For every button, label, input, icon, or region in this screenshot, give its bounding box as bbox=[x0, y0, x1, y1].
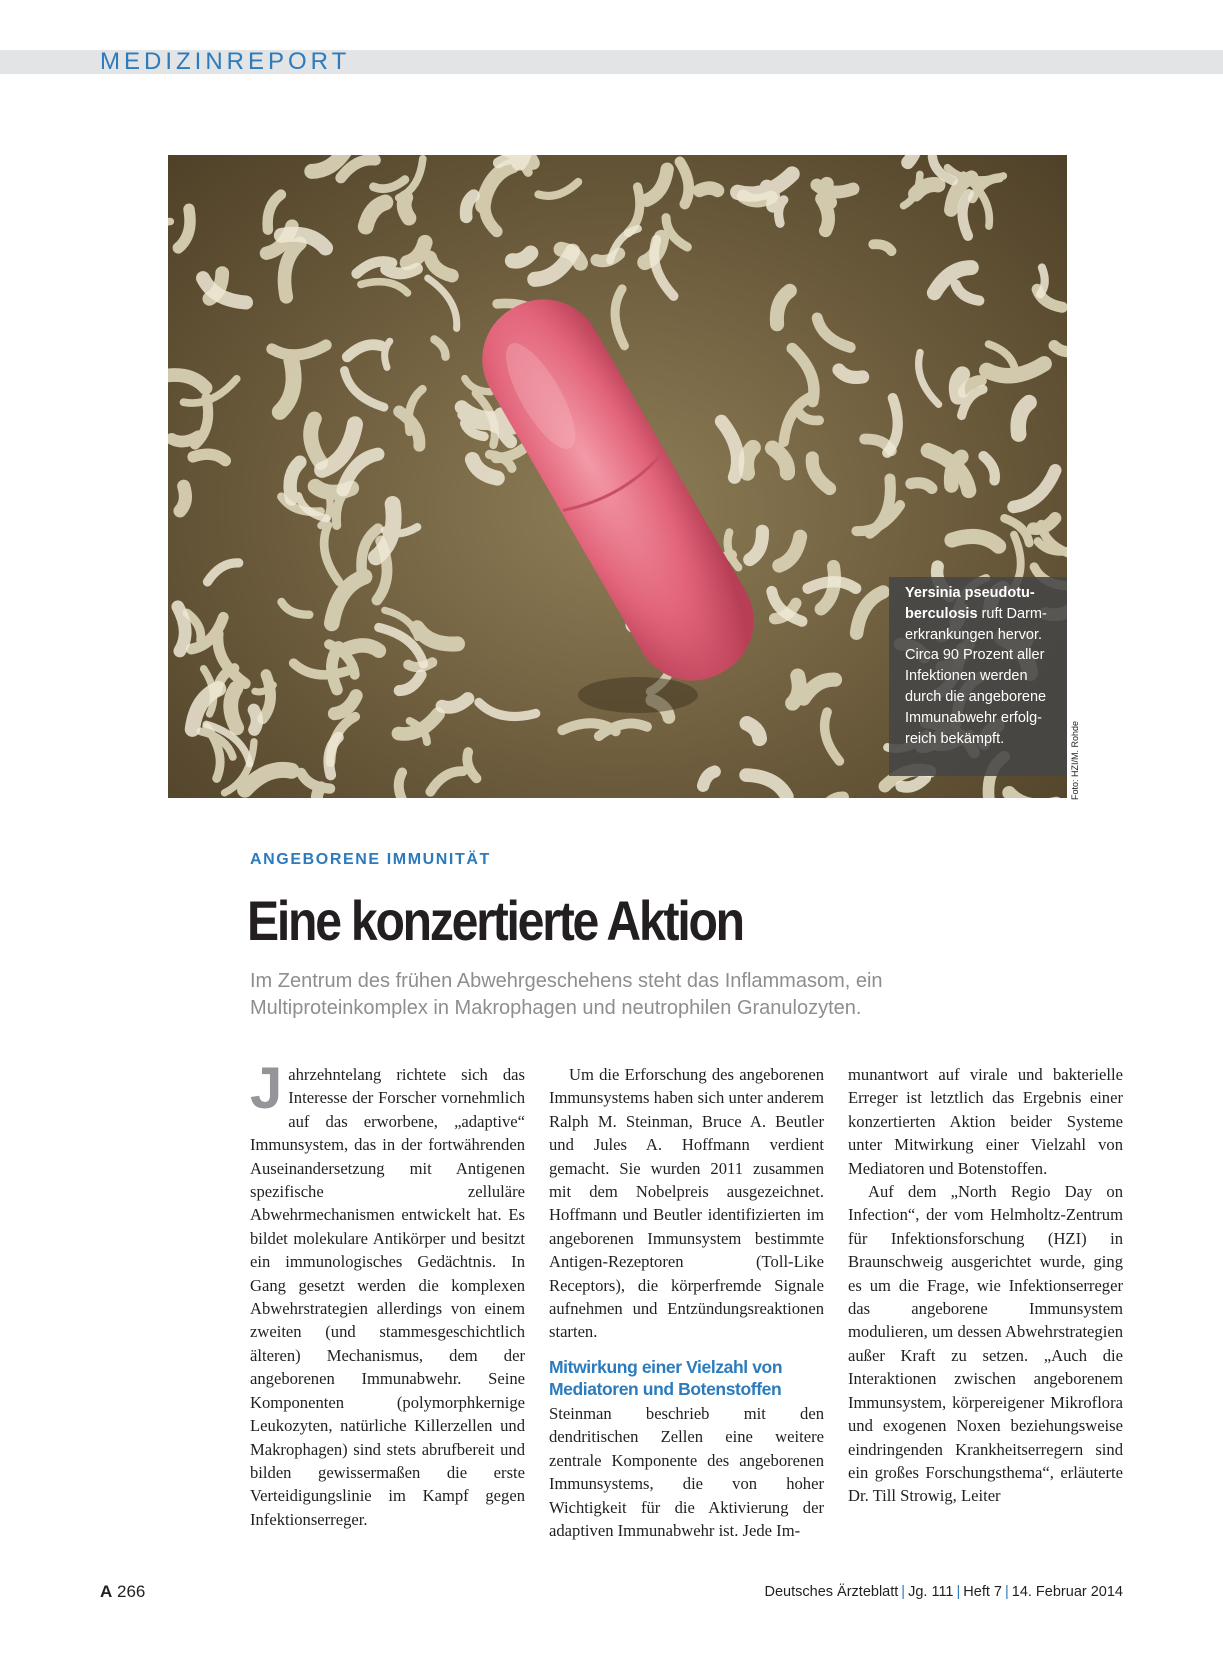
microvillus-shape bbox=[245, 770, 292, 790]
microvillus-shape bbox=[857, 592, 884, 633]
microvillus-shape bbox=[361, 282, 408, 293]
microvillus-shape bbox=[404, 198, 409, 219]
caption-bold-line: berculosis bbox=[905, 605, 978, 622]
microvillus-shape bbox=[535, 251, 573, 279]
microvillus-shape bbox=[178, 607, 185, 651]
microvillus-shape bbox=[562, 723, 616, 731]
microvillus-shape bbox=[311, 419, 321, 463]
separator: | bbox=[956, 1584, 961, 1600]
microvillus-shape bbox=[208, 563, 239, 582]
microvillus-shape bbox=[374, 180, 405, 189]
figure-caption bbox=[889, 577, 1067, 776]
journal-date: 14. Februar 2014 bbox=[1011, 1584, 1123, 1600]
microvillus-shape bbox=[793, 676, 800, 703]
microvillus-shape bbox=[430, 771, 462, 792]
journal-name: Deutsches Ärzteblatt bbox=[764, 1584, 899, 1600]
microvillus-shape bbox=[168, 222, 170, 250]
microvillus-shape bbox=[839, 370, 863, 378]
microvillus-shape bbox=[703, 772, 715, 786]
article-subtitle: Im Zentrum des frühen Abwehrgeschehens steht das Inflammasom, ein Multiproteinkomplex in Makrophagen und neutrophilen Granulozyten. bbox=[250, 970, 883, 1019]
page-number bbox=[100, 1582, 145, 1602]
drop-cap: J bbox=[250, 1056, 283, 1121]
microvillus-shape bbox=[773, 448, 788, 473]
journal-info bbox=[765, 1584, 1124, 1600]
microvillus-shape bbox=[887, 398, 898, 453]
microvillus-shape bbox=[956, 285, 979, 301]
column-2-paragraph: Um die Erforschung des angeborenen Immunsystems haben sich unter anderem Ralph M. Steinman, Bruce A. Beutler und Jules A. Hoffmann verdient gemacht. Sie wurden 2011 zusammen mit dem Nobelpreis ausgezeichnet. Hoffmann und Beutler identifizierten im angeborenen Immunsystem bestimmte Antigen-Rezeptoren (Toll-Like Receptors), die körperfremde Signale aufnehmen und Entzündungsreaktionen starten. bbox=[549, 1065, 824, 1342]
separator: | bbox=[901, 1584, 906, 1600]
caption-bold-line: Yersinia pseudotu- bbox=[905, 585, 1035, 601]
microvillus-shape bbox=[366, 202, 386, 226]
microvillus-shape bbox=[399, 675, 421, 691]
microvillus-shape bbox=[298, 496, 326, 519]
microvillus-shape bbox=[347, 345, 381, 357]
microvillus-shape bbox=[428, 278, 457, 328]
column-1-text: ahrzehntelang richtete sich das Interesse der Forscher vornehmlich auf das erworbene, „adaptive“ Immunsystem, das in der fortwährenden Auseinandersetzung mit Antigenen spezifische zelluläre Abwehrmechanismen entwickelt hat. Es bildet molekulare Antikörper und besitzt ein immunologisches Gedächtnis. In Gang gesetzt werden die komplexen Abwehrstrategien allerdings von einem zweiten (und stammesgeschichtlich älteren) Mechanismus, dem der angeborenen Immunabwehr. Seine Komponenten (polymorphkernige Leukozyten, natürliche Killerzellen und Makrophagen) sind stets abrufbereit und bilden gewissermaßen die erste Verteidigungslinie im Kampf gegen Infektionserreger. bbox=[250, 1065, 525, 1529]
microvillus-shape bbox=[777, 291, 790, 324]
microvillus-shape bbox=[172, 436, 199, 441]
microvillus-shape bbox=[1018, 403, 1029, 435]
microvillus-shape bbox=[800, 413, 820, 421]
microvillus-shape bbox=[779, 200, 784, 223]
microvillus-shape bbox=[329, 737, 339, 775]
microvillus-shape bbox=[434, 339, 445, 356]
microvillus-shape bbox=[984, 456, 995, 480]
microvillus-shape bbox=[911, 483, 932, 489]
microvillus-shape bbox=[1040, 268, 1045, 295]
journal-issue: Heft 7 bbox=[963, 1584, 1002, 1600]
column-2-paragraph: Steinman beschrieb mit den dendritischen Zellen eine weitere zentrale Komponente des angeborenen Immunsystems, die von hoher Wichtigkeit für die Aktivierung der adaptiven Immunabwehr ist. Jede Im- bbox=[549, 1403, 824, 1540]
microvillus-shape bbox=[467, 752, 476, 778]
microvillus-shape bbox=[341, 160, 375, 178]
microvillus-shape bbox=[647, 169, 668, 200]
microvillus-shape bbox=[332, 647, 339, 690]
microvillus-shape bbox=[1054, 346, 1067, 352]
microvillus-shape bbox=[919, 353, 939, 405]
microvillus-shape bbox=[804, 680, 835, 699]
column-3-paragraph: Auf dem „North Regio Day on Infection“, der vom Helmholtz-Zentrum für Infektionsforschung (HZI) in Braunschweig ausgerichtet wurde, ging es um die Frage, wie Infektionserreger das angeborene Immunsystem modulieren, um dessen Abwehrstrategien außer Kraft zu setzen. „Auch die Interaktionen zwischen angeborenem Immunsystem, körpereigener Mikroflora und exogenen Noxen beziehungsweise eindringenden Krankheitserregern sind ein großes Forschungsthema“, erläuterte Dr. Till Strowig, Leiter bbox=[848, 1182, 1123, 1506]
micrograph-photo bbox=[168, 155, 1067, 798]
microvillus-shape bbox=[746, 448, 753, 473]
caption-line: durch die angeborene bbox=[905, 688, 1047, 705]
microvillus-shape bbox=[738, 174, 792, 194]
microvillus-shape bbox=[282, 602, 310, 615]
microvillus-shape bbox=[294, 663, 347, 675]
microvillus-shape bbox=[873, 244, 891, 251]
microvillus-shape bbox=[386, 269, 417, 274]
journal-volume: Jg. 111 bbox=[908, 1584, 954, 1600]
microvillus-shape bbox=[750, 531, 763, 559]
microvillus-shape bbox=[1014, 470, 1056, 507]
caption-text: ruft Darm- bbox=[977, 605, 1047, 622]
microvillus-shape bbox=[700, 188, 718, 191]
microvillus-shape bbox=[746, 775, 787, 796]
microvillus-shape bbox=[962, 194, 968, 236]
microvillus-shape bbox=[268, 195, 281, 230]
microvillus-shape bbox=[779, 537, 800, 566]
microvillus-shape bbox=[916, 185, 939, 195]
caption-line: Immunabwehr erfolg- bbox=[905, 709, 1042, 726]
microvillus-shape bbox=[178, 209, 190, 248]
microvillus-shape bbox=[957, 374, 962, 396]
article-column-1 bbox=[250, 1056, 525, 1531]
microvillus-shape bbox=[254, 710, 257, 730]
separator: | bbox=[1004, 1584, 1009, 1600]
microvillus-shape bbox=[722, 421, 738, 477]
caption-line: Circa 90 Prozent aller bbox=[905, 647, 1045, 664]
microvillus-shape bbox=[666, 218, 687, 247]
microvillus-shape bbox=[335, 696, 357, 714]
microvillus-shape bbox=[538, 182, 578, 196]
microvillus-shape bbox=[324, 525, 339, 582]
microvillus-shape bbox=[322, 424, 355, 470]
microvillus-shape bbox=[615, 289, 624, 346]
microvillus-shape bbox=[193, 454, 225, 461]
article-title: Eine konzertierte Aktion bbox=[247, 889, 743, 952]
microvillus-shape bbox=[952, 536, 999, 546]
microvillus-shape bbox=[680, 162, 689, 204]
microvillus-shape bbox=[417, 628, 457, 644]
microvillus-shape bbox=[822, 797, 843, 798]
microvillus-shape bbox=[747, 723, 760, 738]
microvillus-shape bbox=[442, 699, 468, 708]
microvillus-shape bbox=[483, 166, 513, 206]
microvillus-shape bbox=[728, 532, 739, 567]
microvillus-shape bbox=[519, 155, 525, 163]
microvillus-shape bbox=[407, 243, 425, 263]
page-number-value: 266 bbox=[117, 1582, 146, 1601]
microvillus-shape bbox=[1009, 793, 1056, 798]
caption-line: reich bekämpft. bbox=[905, 730, 1005, 747]
microvillus-shape bbox=[812, 458, 829, 489]
page-letter: A bbox=[100, 1582, 113, 1601]
microvillus-shape bbox=[272, 345, 326, 355]
microvillus-shape bbox=[168, 375, 206, 388]
microvillus-shape bbox=[399, 412, 419, 446]
column-3-paragraph: munantwort auf virale und bakterielle Erreger ist letztlich das Ergebnis einer konzertierten Aktion beider Systeme unter Mitwirkung einer Vielzahl von Mediatoren und Botenstoffen. bbox=[848, 1065, 1123, 1178]
section-label: MEDIZINREPORT bbox=[100, 48, 351, 75]
article-kicker: ANGEBORENE IMMUNITÄT bbox=[250, 851, 491, 868]
caption-line: erkrankungen hervor. bbox=[905, 626, 1043, 643]
microvillus-shape bbox=[180, 486, 185, 511]
photo-credit: Foto: HZI/M. Rohde bbox=[1070, 720, 1080, 800]
article-column-3 bbox=[848, 1063, 1123, 1508]
article-column-2 bbox=[549, 1063, 824, 1542]
microvillus-shape bbox=[466, 196, 474, 217]
microvillus-shape bbox=[825, 712, 840, 761]
microvillus-shape bbox=[280, 360, 294, 412]
microvillus-shape bbox=[479, 702, 536, 716]
microvillus-shape bbox=[231, 689, 237, 728]
microvillus-shape bbox=[908, 155, 917, 163]
microvillus-shape bbox=[347, 645, 379, 650]
microvillus-shape bbox=[817, 318, 850, 347]
microvillus-shape bbox=[399, 773, 406, 799]
microvillus-shape bbox=[284, 243, 299, 296]
microvillus-shape bbox=[512, 253, 530, 261]
microvillus-shape bbox=[430, 258, 452, 276]
column-subheading: Mitwirkung einer Vielzahl von Mediatoren und Botenstoffen bbox=[549, 1356, 783, 1399]
microvillus-shape bbox=[263, 675, 271, 719]
microvillus-shape bbox=[398, 714, 438, 734]
microvillus-shape bbox=[826, 184, 831, 203]
microvillus-shape bbox=[344, 371, 384, 408]
caption-line: Infektionen werden bbox=[905, 668, 1028, 685]
